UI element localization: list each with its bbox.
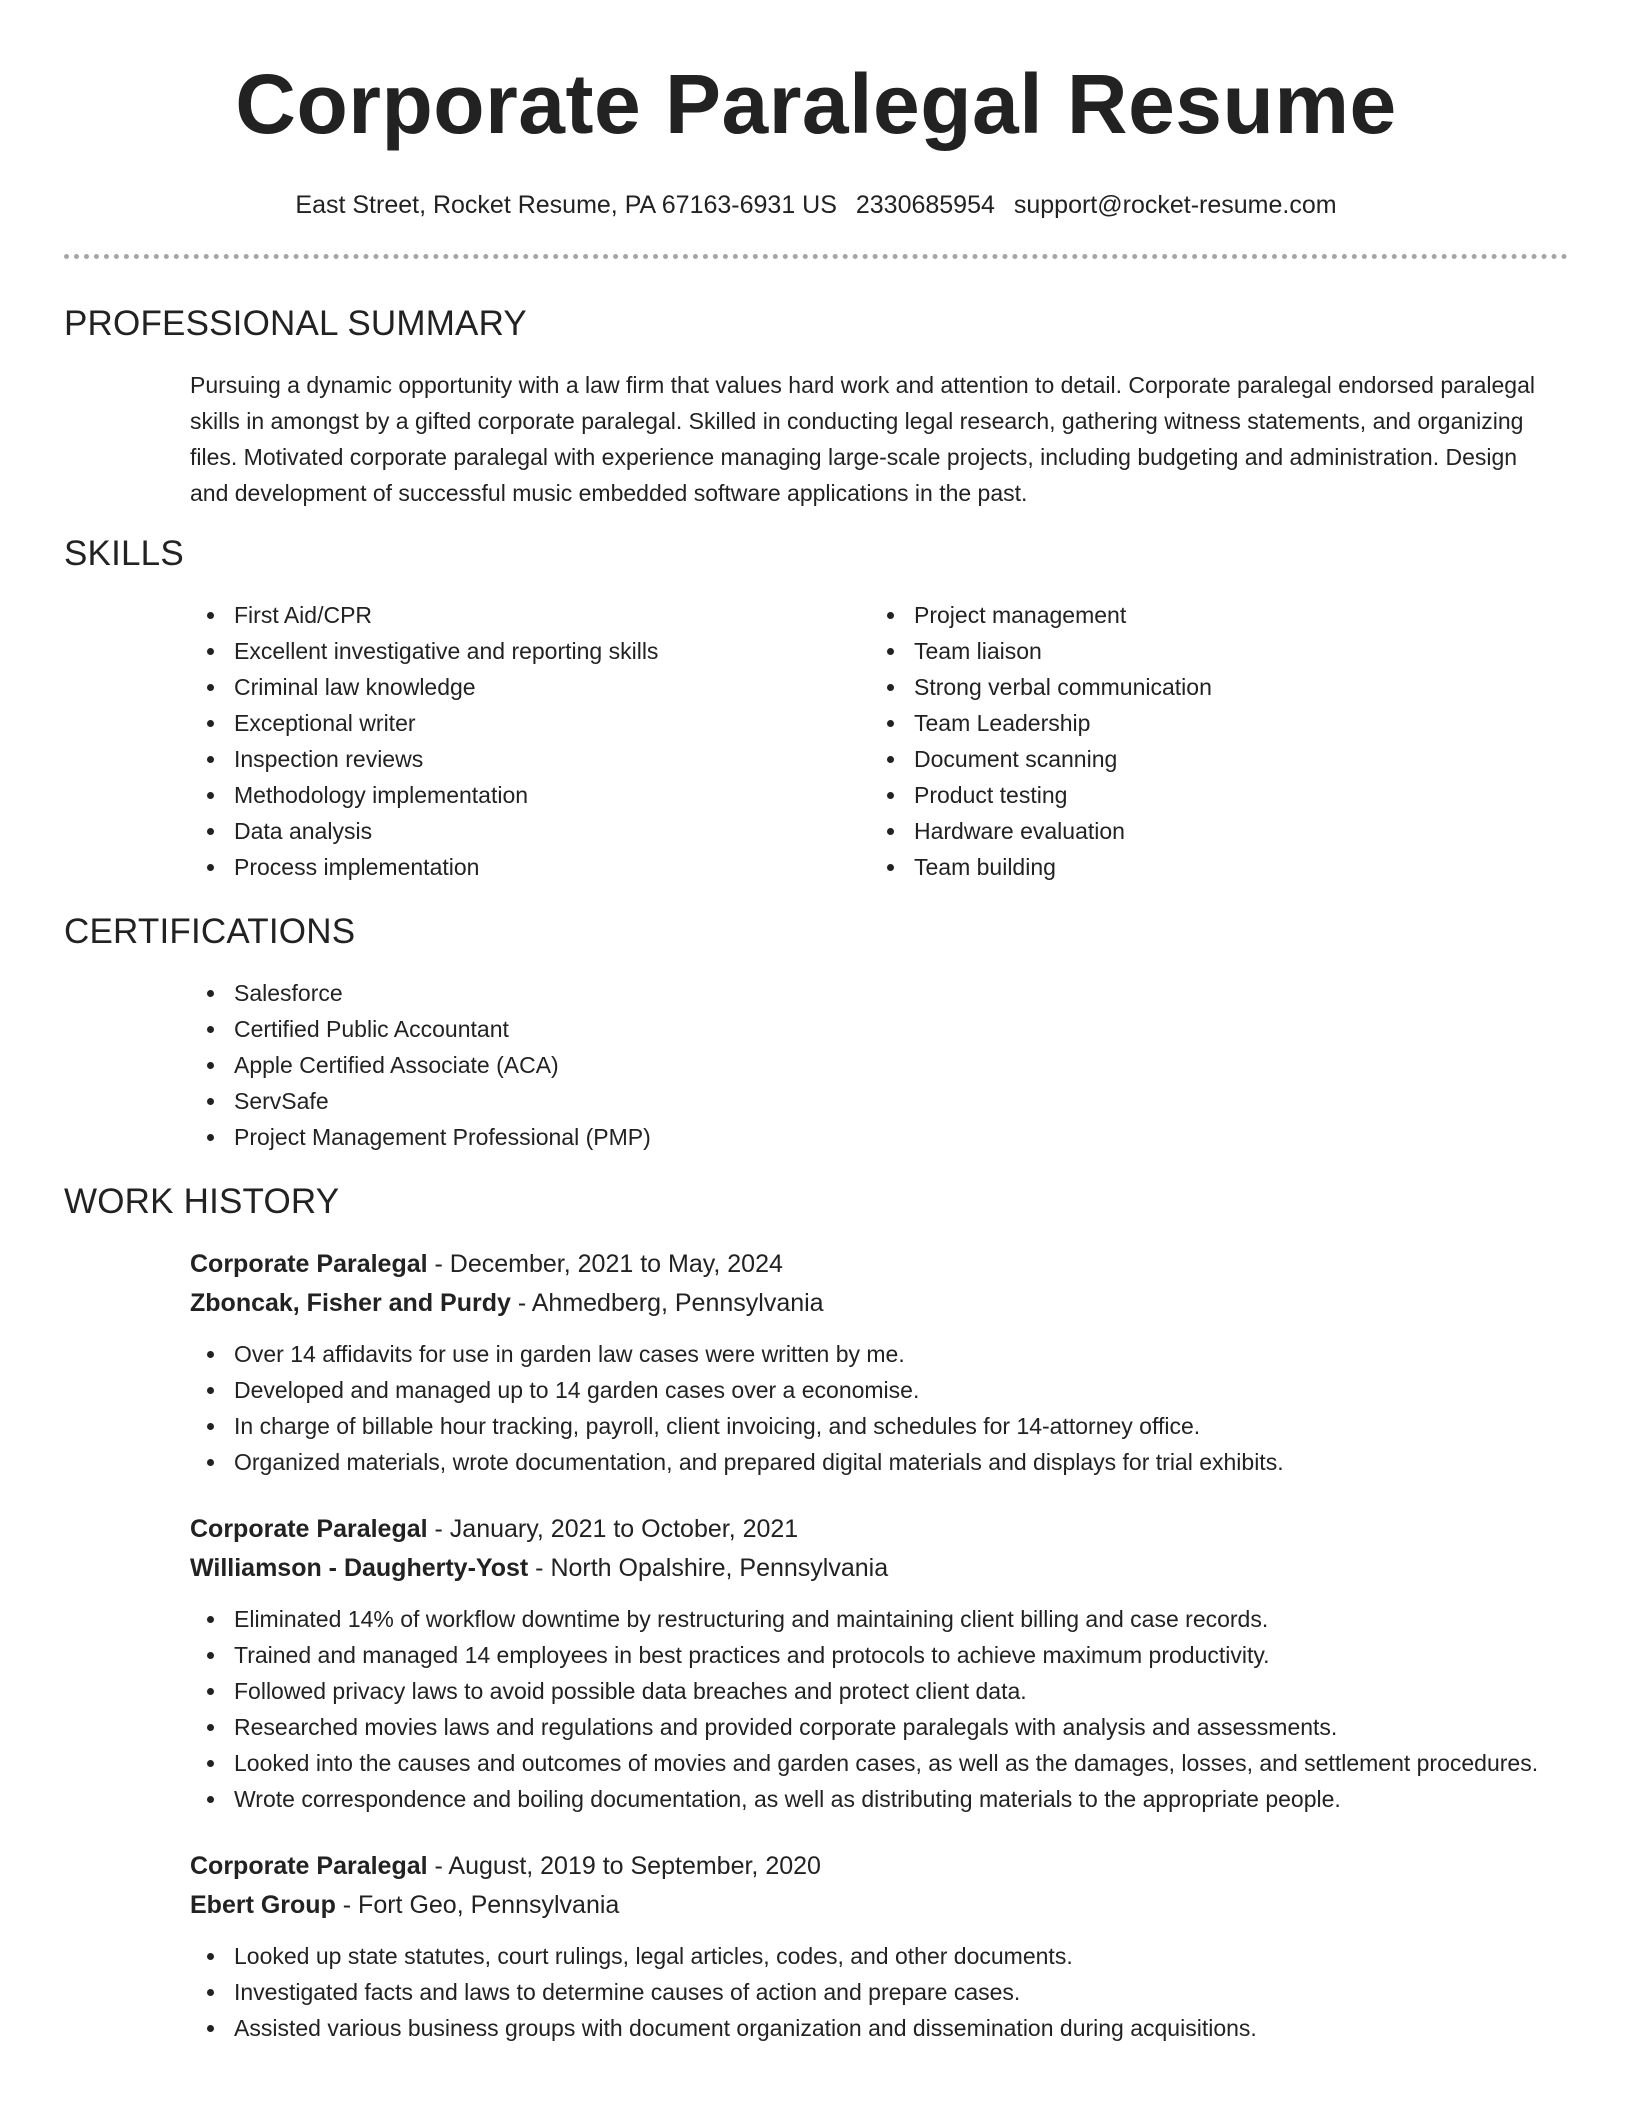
job-role: Corporate Paralegal xyxy=(190,1250,428,1278)
work-history-heading: WORK HISTORY xyxy=(64,1182,340,1221)
job-duties xyxy=(190,1601,1558,1817)
list-item: Researched movies laws and regulations and provided corporate paralegals with analysis and assessments. xyxy=(190,1709,1558,1745)
skills-list-left xyxy=(190,597,870,885)
email: support@rocket-resume.com xyxy=(1013,191,1337,219)
list-item: Project Management Professional (PMP) xyxy=(190,1119,1558,1155)
job-entry xyxy=(64,1245,1568,1480)
list-item: Assisted various business groups with document organization and dissemination during acquisitions. xyxy=(190,2010,1558,2046)
job-location: - Ahmedberg, Pennsylvania xyxy=(510,1289,824,1317)
job-location: - Fort Geo, Pennsylvania xyxy=(335,1891,620,1919)
list-item: Hardware evaluation xyxy=(870,813,1550,849)
list-item: Organized materials, wrote documentation, and prepared digital materials and displays for trial exhibits. xyxy=(190,1444,1558,1480)
list-item: Product testing xyxy=(870,777,1550,813)
job-role-line xyxy=(190,1245,1558,1284)
job-dates: - January, 2021 to October, 2021 xyxy=(427,1515,799,1543)
work-history-section xyxy=(64,1181,1568,2046)
list-item: Salesforce xyxy=(190,975,1558,1011)
job-duties xyxy=(190,1336,1558,1480)
job-dates: - August, 2019 to September, 2020 xyxy=(427,1852,821,1880)
summary-heading: PROFESSIONAL SUMMARY xyxy=(64,304,527,343)
list-item: Team liaison xyxy=(870,633,1550,669)
job-role: Corporate Paralegal xyxy=(190,1852,428,1880)
phone: 2330685954 xyxy=(855,191,995,219)
list-item: Wrote correspondence and boiling documentation, as well as distributing materials to the appropriate people. xyxy=(190,1781,1558,1817)
list-item: Trained and managed 14 employees in best practices and protocols to achieve maximum productivity. xyxy=(190,1637,1558,1673)
list-item: Followed privacy laws to avoid possible data breaches and protect client data. xyxy=(190,1673,1558,1709)
list-item: Looked up state statutes, court rulings, legal articles, codes, and other documents. xyxy=(190,1938,1558,1974)
job-role-line xyxy=(190,1510,1558,1549)
job-company: Zboncak, Fisher and Purdy xyxy=(190,1289,511,1317)
header-divider xyxy=(64,254,1568,259)
list-item: Over 14 affidavits for use in garden law cases were written by me. xyxy=(190,1336,1558,1372)
job-location: - North Opalshire, Pennsylvania xyxy=(528,1554,889,1582)
job-company-line xyxy=(190,1284,1558,1323)
contact-line xyxy=(64,190,1568,220)
list-item: Team building xyxy=(870,849,1550,885)
job-dates: - December, 2021 to May, 2024 xyxy=(427,1250,783,1278)
list-item: Inspection reviews xyxy=(190,741,870,777)
list-item: Project management xyxy=(870,597,1550,633)
address: East Street, Rocket Resume, PA 67163-6931 US xyxy=(295,191,837,219)
skills-heading: SKILLS xyxy=(64,534,184,573)
list-item: Eliminated 14% of workflow downtime by restructuring and maintaining client billing and case records. xyxy=(190,1601,1558,1637)
skills-section xyxy=(64,533,1568,885)
list-item: Data analysis xyxy=(190,813,870,849)
job-company-line xyxy=(190,1886,1558,1925)
certifications-list xyxy=(64,975,1568,1155)
job-entry xyxy=(64,1510,1568,1817)
job-role: Corporate Paralegal xyxy=(190,1515,428,1543)
job-role-line xyxy=(190,1847,1558,1886)
list-item: Criminal law knowledge xyxy=(190,669,870,705)
job-duties xyxy=(190,1938,1558,2046)
list-item: In charge of billable hour tracking, payroll, client invoicing, and schedules for 14-attorney office. xyxy=(190,1408,1558,1444)
list-item: Certified Public Accountant xyxy=(190,1011,1558,1047)
list-item: Strong verbal communication xyxy=(870,669,1550,705)
job-company-line xyxy=(190,1549,1558,1588)
job-entry xyxy=(64,1847,1568,2046)
skills-list-right xyxy=(870,597,1550,885)
list-item: Investigated facts and laws to determine causes of action and prepare cases. xyxy=(190,1974,1558,2010)
summary-section xyxy=(64,303,1568,511)
list-item: ServSafe xyxy=(190,1083,1558,1119)
list-item: Developed and managed up to 14 garden cases over a economise. xyxy=(190,1372,1558,1408)
list-item: Apple Certified Associate (ACA) xyxy=(190,1047,1558,1083)
list-item: Team Leadership xyxy=(870,705,1550,741)
resume-title: Corporate Paralegal Resume xyxy=(235,57,1397,151)
list-item: Excellent investigative and reporting skills xyxy=(190,633,870,669)
list-item: Document scanning xyxy=(870,741,1550,777)
skills-columns xyxy=(64,597,1568,885)
summary-text: Pursuing a dynamic opportunity with a law firm that values hard work and attention to detail. Corporate paralegal endorsed paralegal skills in amongst by a gifted corporate paralegal. Skilled in conducting legal research, gathering witness statements, and organizing files. Motivated corporate paralegal with experience managing large-scale projects, including budgeting and administration. Design and development of successful music embedded software applications in the past. xyxy=(190,372,1535,506)
job-company: Williamson - Daugherty-Yost xyxy=(190,1554,529,1582)
list-item: Looked into the causes and outcomes of movies and garden cases, as well as the damages, losses, and settlement procedures. xyxy=(190,1745,1558,1781)
list-item: Methodology implementation xyxy=(190,777,870,813)
certifications-section xyxy=(64,911,1568,1155)
list-item: Process implementation xyxy=(190,849,870,885)
certifications-heading: CERTIFICATIONS xyxy=(64,912,356,951)
list-item: Exceptional writer xyxy=(190,705,870,741)
job-company: Ebert Group xyxy=(190,1891,336,1919)
list-item: First Aid/CPR xyxy=(190,597,870,633)
